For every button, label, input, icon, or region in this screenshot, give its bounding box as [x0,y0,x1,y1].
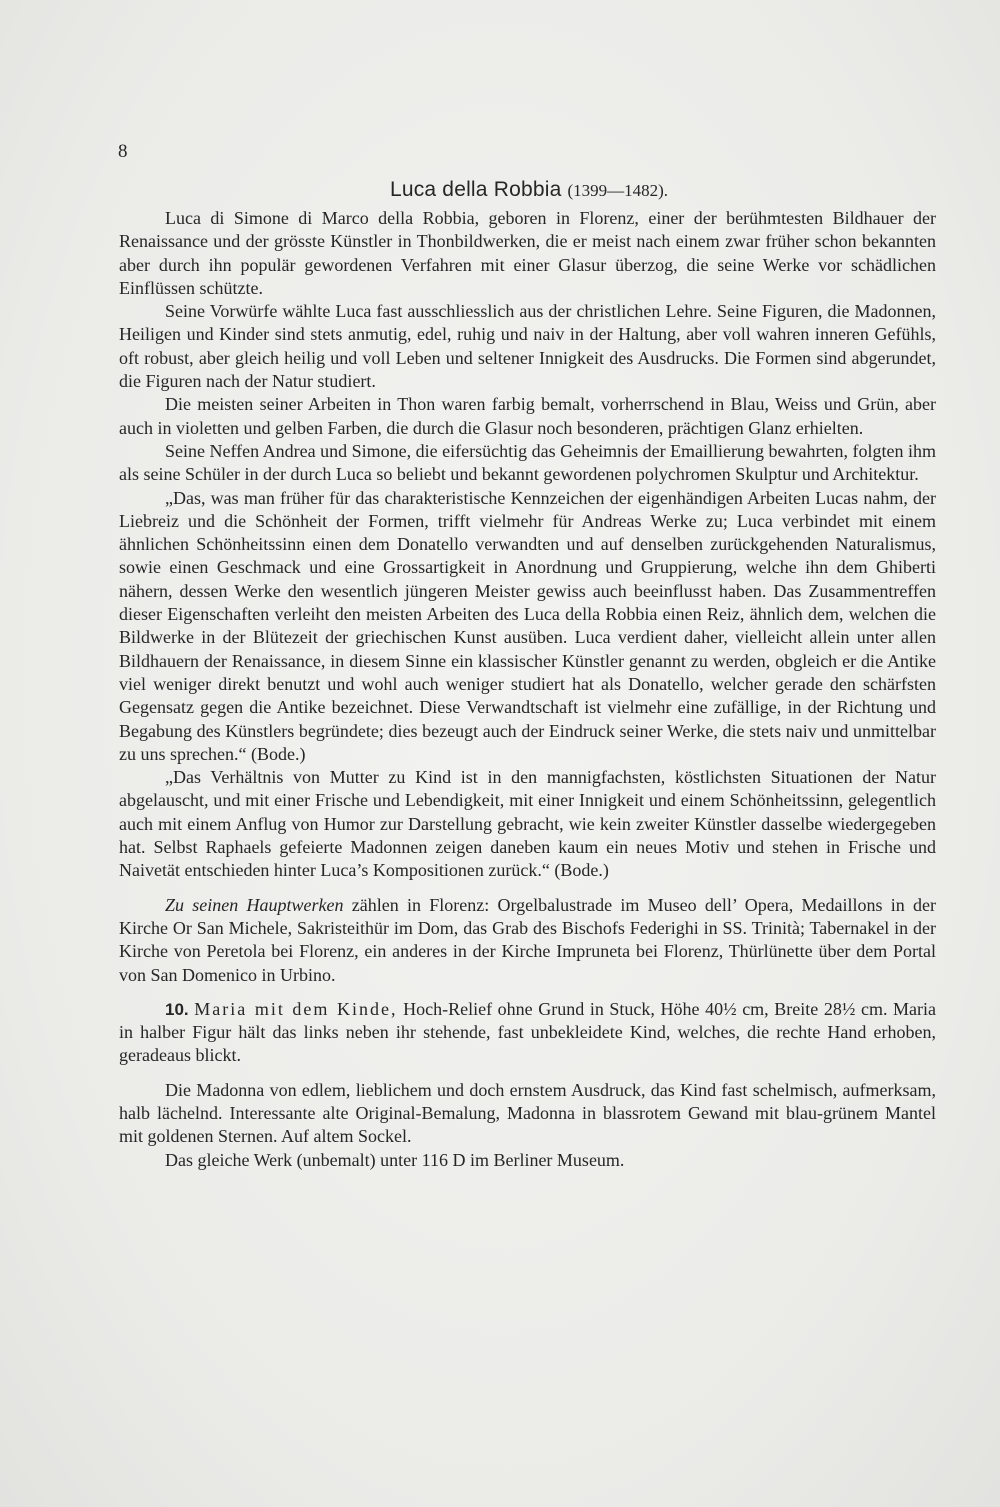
paragraph-colors: Die meisten seiner Arbeiten in Thon waren farbig bemalt, vorherrschend in Blau, Weiss und Grün, aber auch in violetten und gelben Farben, die durch die Glasur noch besonderen, prächtigen Glanz erhielten. [119,394,936,438]
page-number: 8 [118,141,128,162]
main-works-list: zählen in Florenz: Orgelbalustrade im Museo dell’ Opera, Medaillons in der Kirche Or San Michele, Sakristeithür im Dom, das Grab des Bischofs Federighi in SS. Trinità; Tabernakel in der Kirche von Peretola bei Florenz, ein anderes in der Kirche Impruneta bei Florenz, Thürlünette über dem Portal von San Domenico in Urbino. [119,894,936,985]
catalog-paragraph-madonna: Die Madonna von edlem, lieblichem und doch ernstem Ausdruck, das Kind fast schelmisch, aufmerksam, halb lächelnd. Interessante alte Original-Bemalung, Madonna in blassrotem Gewand mit blau-grünem Mantel mit goldenen Sternen. Auf altem Sockel. [119,1079,936,1147]
catalog-title: Maria mit dem Kinde, [194,998,398,1019]
page-title [0,179,1000,200]
paragraph-biography: Luca di Simone di Marco della Robbia, geboren in Florenz, einer der berühmtesten Bildhauer der Renaissance und der grösste Künstler in Thonbildwerken, die er meist nach einem zwar früher schon bekannten aber durch ihn populär gewordenen Verfahren mit einer Glasur überzog, die seine Werke vor schädlichen Einflüssen schützte. [119,208,936,298]
paragraph-bode-quote-2: „Das Verhältnis von Mutter zu Kind ist in den mannigfachsten, köstlichsten Situationen der Natur abgelauscht, und mit einer Frische und Lebendigkeit, mit einer Innigkeit und einem Schönheitssinn, gelegentlich auch mit einem Anflug von Humor zur Darstellung gebracht, wie kein zweiter Künstler dasselbe wiedergegeben hat. Selbst Raphaels gefeierte Madonnen zeigen daneben kaum ein neues Motiv und stehen in Frische und Naivetät entschieden hinter Luca’s Kompositionen zurück.“ (Bode.) [119,767,936,881]
paragraph-bode-quote-1: „Das, was man früher für das charakteristische Kennzeichen der eigenhändigen Arbeiten Lucas nahm, der Liebreiz und die Schönheit der Formen, trifft vielmehr für Andreas Werke zu; Luca verbindet mit einem ähnlichen Schönheitssinn einen dem Donatello verwandten und auf denselben zurückgehenden Naturalismus, sowie einen Geschmack und eine Grossartigkeit in Anordnung und Gruppierung, welche ihn dem Ghiberti nähern, dessen Werke den wesentlich jüngeren Meister gewiss auch beeinflusst haben. Das Zusammentreffen dieser Eigenschaften verleiht den meisten Arbeiten des Luca della Robbia einen Reiz, ähnlich dem, welchen die Bildwerke in der Blütezeit der griechischen Kunst ausüben. Luca verdient daher, vielleicht allein unter allen Bildhauern der Renaissance, in diesem Sinne ein klassischer Künstler genannt zu werden, obgleich er die Antike viel weniger direkt benutzt und wohl auch weniger studiert hat als Donatello, welcher gerade den schärfsten Gegensatz gegen die Antike bezeichnet. Diese Verwandtschaft ist vielmehr eine zufällige, in der Richtung und Begabung des Künstlers begründete; dies bezeugt auch der Eindruck seiner Werke, die stets naiv und unmittelbar zu uns sprechen.“ (Bode.) [119,487,936,764]
paragraph-nephews: Seine Neffen Andrea und Simone, die eifersüchtig das Geheimnis der Emaillierung bewahrten, folgten ihm als seine Schüler in der durch Luca so beliebt und bekannt gewordenen polychromen Skulptur und Architektur. [119,440,936,485]
paragraph-main-works [119,894,936,987]
catalog-entry [119,998,936,1068]
catalog-description: Hoch-Relief ohne Grund in Stuck, Höhe 40½ cm, Breite 28½ cm. Maria in halber Figur hält das links neben ihr stehende, fast unbekleidete Kind, welches, die rechte Hand erhoben, geradeaus blickt. [119,998,937,1066]
artist-name: Luca della Robbia [389,178,562,201]
paragraph-subjects: Seine Vorwürfe wählte Luca fast ausschliesslich aus der christlichen Lehre. Seine Figuren, die Madonnen, Heiligen und Kinder sind stets anmutig, edel, ruhig und naiv in der Haltung, aber voll wahren inneren Gefühls, oft robust, aber gleich heilig und voll Leben und seltener Innigkeit des Ausdrucks. Die Formen sind abgerundet, die Figuren nach der Natur studiert. [119,301,936,392]
body-text [119,207,936,1172]
artist-dates: (1399—1482). [567,181,669,200]
catalog-number: 10. [165,999,189,1019]
main-works-lead: Zu seinen Hauptwerken [165,894,344,915]
catalog-paragraph-berlin: Das gleiche Werk (unbemalt) unter 116 D im Berliner Museum. [165,1149,625,1170]
